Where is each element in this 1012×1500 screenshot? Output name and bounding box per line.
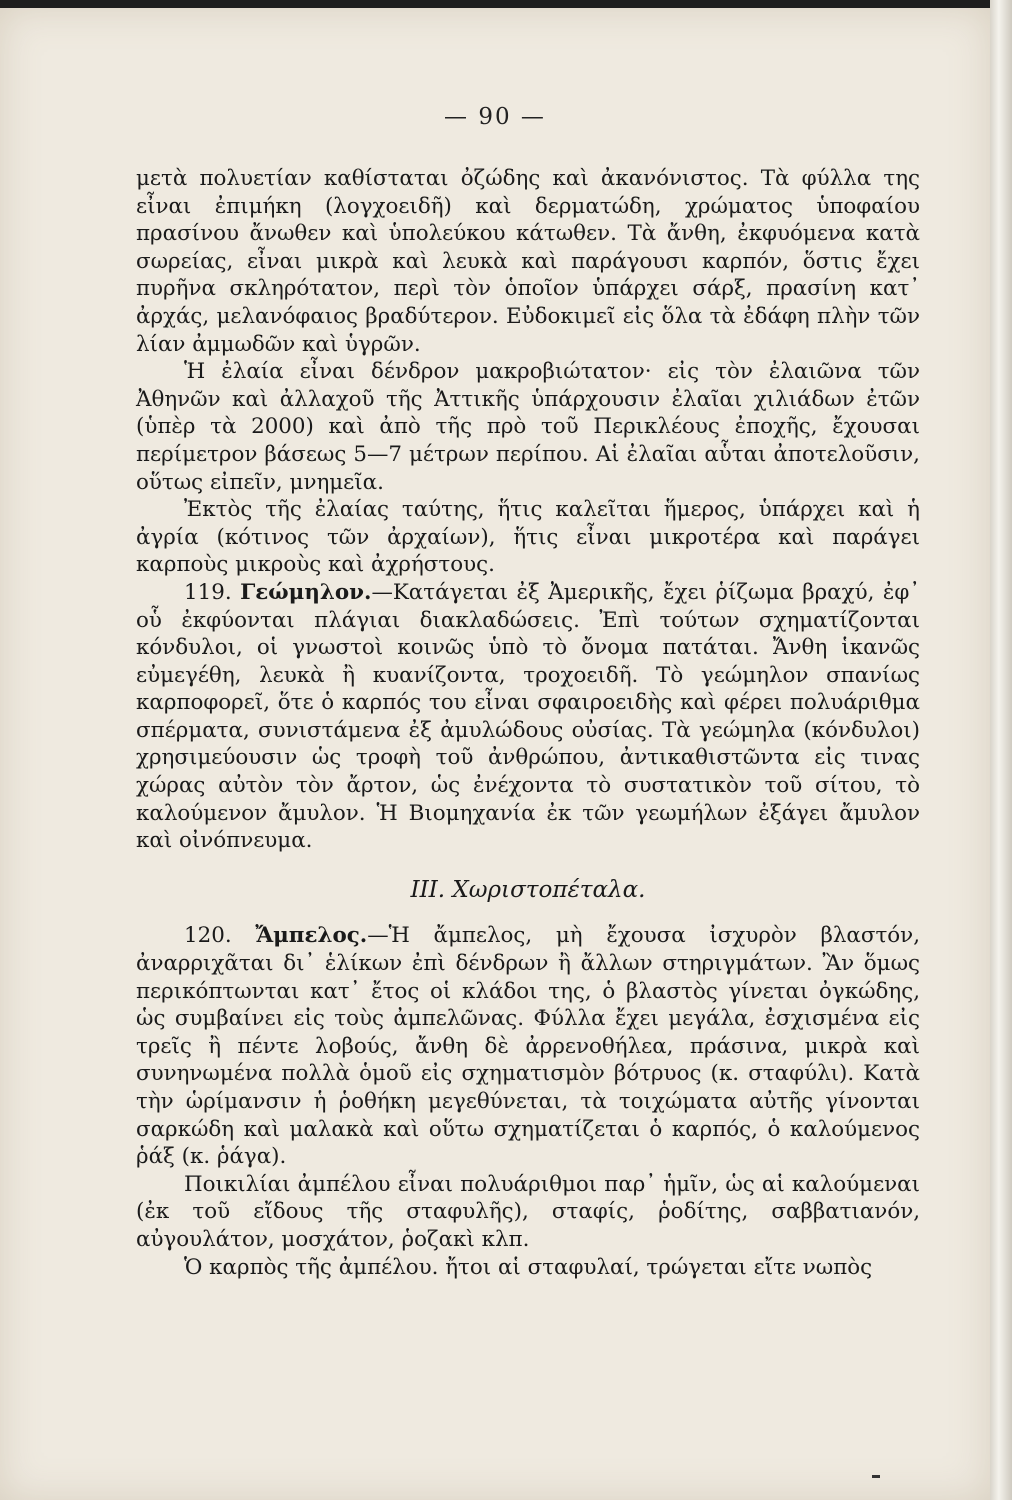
paragraph-olive-longevity: Ἡ ἐλαία εἶναι δένδρον μακροβιώτατον· εἰς τὸν ἐλαιῶνα τῶν Ἀθηνῶν καὶ ἀλλαχοῦ τῆς Ἀττικῆς ὑπάρχουσιν ἐλαῖαι χιλιάδων ἐτῶν (ὑπὲρ τὰ 2000) καὶ ἀπὸ τῆς πρὸ τοῦ Περικλέους ἐποχῆς, ἔχουσαι περίμετρον βάσεως 5—7 μέτρων περίπου. Αἱ ἐλαῖαι αὗται ἀποτελοῦσιν, οὕτως εἰπεῖν, μνημεῖα.	[136, 359, 920, 495]
entry-119-text: —Κατάγεται ἐξ Ἀμερικῆς, ἔχει ῥίζωμα βραχύ, ἐφ᾽ οὗ ἐκφύονται πλάγιαι διακλαδώσεις. Ἐπὶ τούτων σχηματίζονται κόνδυλοι, οἱ γνωστοὶ κοινῶς ὑπὸ τὸ ὄνομα πατάται. Ἄνθη ἱκανῶς εὐμεγέθη, λευκὰ ἢ κυανίζοντα, τροχοειδῆ. Τὸ γεώμηλον σπανίως καρποφορεῖ, ὅτε ὁ καρπός του εἶναι σφαιροειδὴς καὶ φέρει πολυάριθμα σπέρματα, συνιστάμενα ἐξ ἀμυλώδους οὐσίας. Τὰ γεώμηλα (κόνδυλοι) χρησιμεύουσιν ὡς τροφὴ τοῦ ἀνθρώπου, ἀντικαθιστῶντα εἰς τινας χώρας αὐτὸν τὸν ἄρτον, ὡς ἐνέχοντα τὸ συστατικὸν τοῦ σίτου, τὸ καλούμενον ἄμυλον. Ἡ Βιομηχανία ἐκ τῶν γεωμήλων ἐξάγει ἄμυλον καὶ οἰνόπνευμα.	[136, 579, 920, 854]
paragraph-vine-varieties: Ποικιλίαι ἀμπέλου εἶναι πολυάριθμοι παρ᾽ ἡμῖν, ὡς αἱ καλούμεναι (ἐκ τοῦ εἴδους τῆς σταφυλῆς), σταφίς, ῥοδίτης, σαββατιανόν, αὐγουλάτον, μοσχάτον, ῥοζακὶ κλπ.	[136, 1171, 920, 1252]
section-heading: III. Χωριστοπέταλα.	[410, 876, 646, 903]
entry-120-vine	[136, 922, 920, 1170]
page-edge-right	[990, 0, 1012, 1500]
entry-119-term: Γεώμηλον.	[240, 579, 372, 605]
entry-119-number: 119.	[184, 579, 232, 605]
page-number: — 90 —	[444, 104, 546, 130]
scan-speck	[872, 1475, 880, 1478]
entry-120-term: Ἄμπελος.	[255, 923, 368, 949]
paragraph-vine-fruit: Ὁ καρπὸς τῆς ἀμπέλου. ἤτοι αἱ σταφυλαί, τρώγεται εἴτε νωπὸς	[184, 1254, 873, 1280]
paragraph-wild-olive: Ἐκτὸς τῆς ἐλαίας ταύτης, ἥτις καλεῖται ἥμερος, ὑπάρχει καὶ ἡ ἀγρία (κότινος τῶν ἀρχαίων), ἥτις εἶναι μικροτέρα καὶ παράγει καρποὺς μικροὺς καὶ ἀχρήστους.	[136, 497, 920, 578]
scan-top-edge	[0, 0, 1012, 8]
entry-120-number: 120.	[184, 923, 232, 949]
paragraph-olive-description: μετὰ πολυετίαν καθίσταται ὀζώδης καὶ ἀκανόνιστος. Τὰ φύλλα της εἶναι ἐπιμήκη (λογχοειδῆ) καὶ δερματώδη, χρώματος ὑποφαίου πρασίνου ἄνωθεν καὶ ὑπολεύκου κάτωθεν. Τὰ ἄνθη, ἐκφυόμενα κατὰ σωρείας, εἶναι μικρὰ καὶ λευκὰ καὶ παράγουσι καρπόν, ὅστις ἔχει πυρῆνα σκληρότατον, περὶ τὸν ὁποῖον ὑπάρχει σάρξ, πρασίνη κατ᾽ ἀρχάς, μελανόφαιος βραδύτερον. Εὐδοκιμεῖ εἰς ὅλα τὰ ἐδάφη πλὴν τῶν λίαν ἀμμωδῶν καὶ ὑγρῶν.	[136, 166, 920, 357]
book-page	[0, 8, 990, 1500]
page-body	[136, 165, 920, 1281]
entry-120-text: —Ἡ ἄμπελος, μὴ ἔχουσα ἰσχυρὸν βλαστόν, ἀναρριχᾶται δι᾽ ἑλίκων ἐπὶ δένδρων ἢ ἄλλων στηριγμάτων. Ἂν ὅμως περικόπτωνται κατ᾽ ἔτος οἱ κλάδοι της, ὁ βλαστὸς γίνεται ὀγκώδης, ὡς συμβαίνει εἰς τοὺς ἀμπελῶνας. Φύλλα ἔχει μεγάλα, ἐσχισμένα εἰς τρεῖς ἢ πέντε λοβούς, ἄνθη δὲ ἀρρενοθήλεα, πράσινα, μικρὰ καὶ συνηνωμένα πολλὰ ὁμοῦ εἰς σχηματισμὸν βότρυος (κ. σταφύλι). Κατὰ τὴν ὡρίμανσιν ἡ ῥοθήκη μεγεθύνεται, τὰ τοιχώματα αὐτῆς γίνονται σαρκώδη καὶ μαλακὰ καὶ οὕτω σχηματίζεται ὁ καρπός, ὁ καλούμενος ῥάξ (κ. ῥάγα).	[136, 923, 920, 1170]
entry-119-potato	[136, 579, 920, 855]
